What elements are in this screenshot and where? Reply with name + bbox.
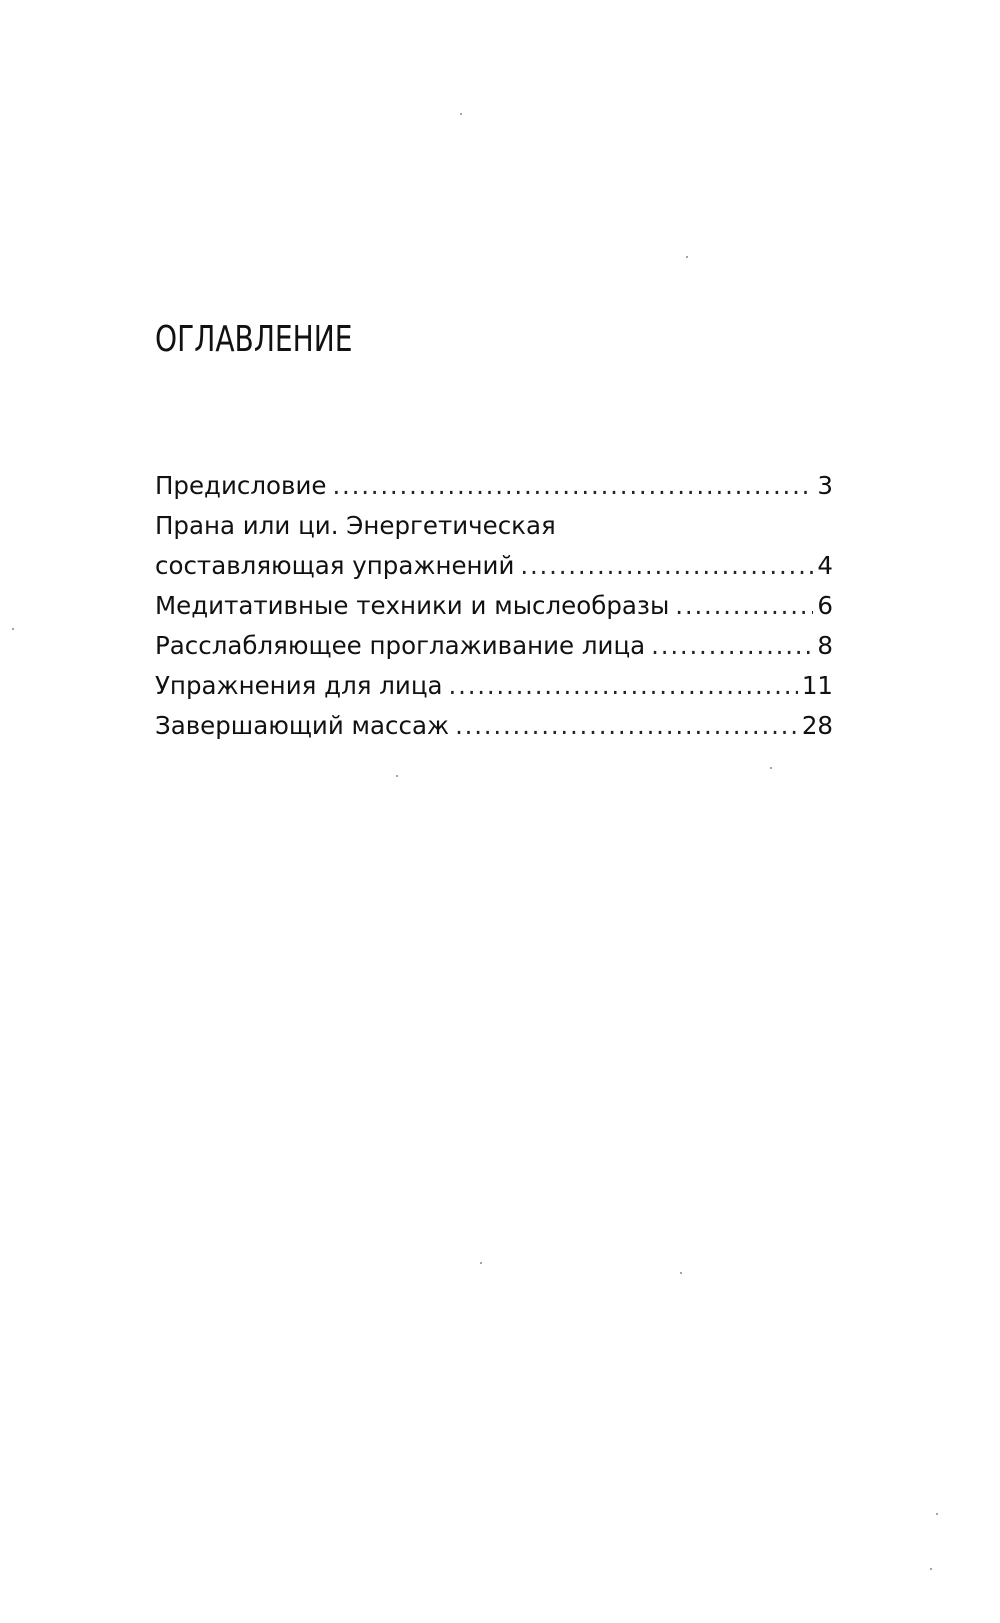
page-title: ОГЛАВЛЕНИЕ [155,319,353,360]
scan-speck [686,256,688,258]
toc-page-number: 4 [817,551,833,580]
toc-entry-massage [155,706,833,746]
toc-entry-prana [155,506,833,586]
dot-leader [520,546,813,586]
dot-leader [449,666,798,706]
dot-leader [455,706,798,746]
toc-page-number: 8 [817,631,833,660]
scan-speck [396,775,398,777]
toc-entry-title-line-2: составляющая упражнений [155,551,515,580]
dot-leader [675,586,813,626]
toc-entry-preface [155,466,833,506]
scan-speck [930,1568,932,1570]
toc-entry-title: Расслабляющее проглаживание лица [155,631,646,660]
toc-entry-title: Завершающий массаж [155,711,450,740]
toc-entry-title: Упражнения для лица [155,671,443,700]
scan-speck [460,113,462,115]
scan-speck [480,1262,482,1264]
scan-speck [936,1513,938,1515]
scan-speck [680,1272,682,1274]
toc-page-number: 11 [801,671,833,700]
toc-entry-meditation [155,586,833,626]
table-of-contents [155,466,833,746]
toc-page-number: 28 [801,711,833,740]
toc-entry-smoothing [155,626,833,666]
scan-speck [12,628,14,630]
dot-leader [651,626,813,666]
toc-page-number: 6 [817,591,833,620]
scan-speck [770,767,772,769]
toc-entry-title: Предисловие [155,471,327,500]
toc-entry-title-line-1: Прана или ци. Энергетическая [155,511,556,540]
dot-leader [332,466,813,506]
toc-page-number: 3 [817,471,833,500]
toc-entry-title: Медитативные техники и мыслеобразы [155,591,670,620]
toc-entry-exercises [155,666,833,706]
